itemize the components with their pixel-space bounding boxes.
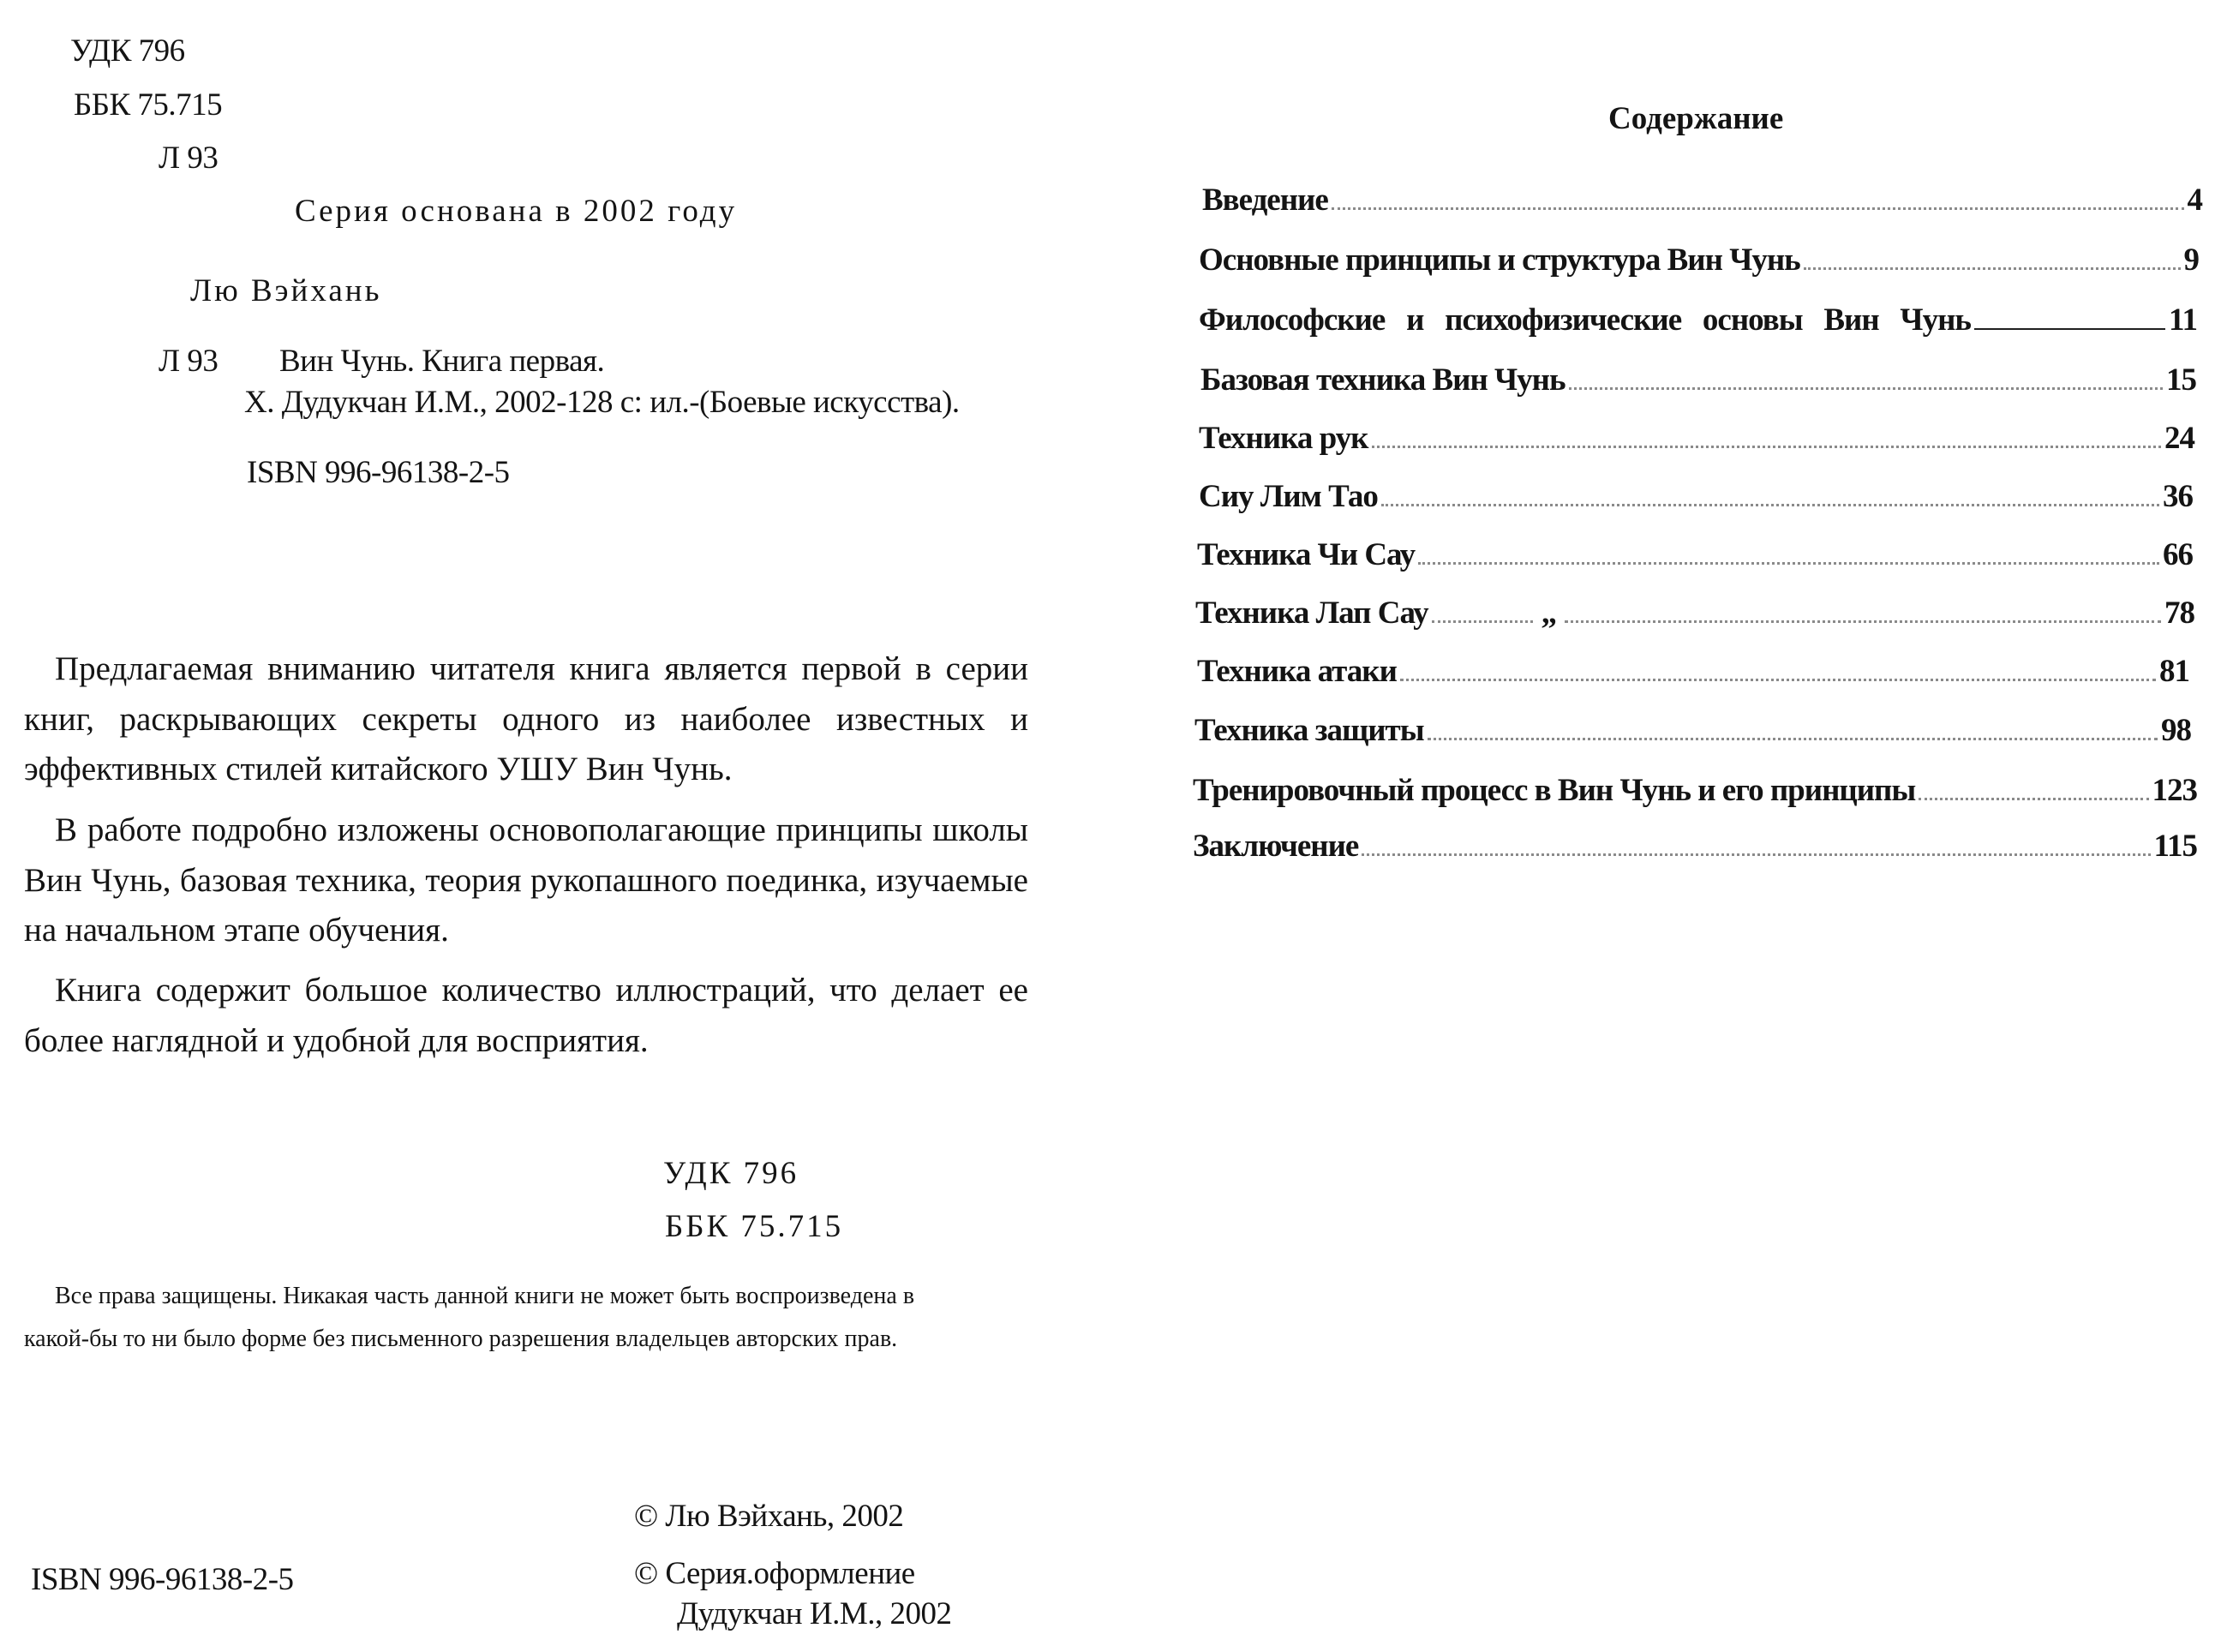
- toc-dot-leader: [1400, 679, 2156, 681]
- toc-entry-page: 98: [2161, 713, 2191, 748]
- toc-entry[interactable]: [1202, 182, 2202, 218]
- toc-entry-page: 15: [2166, 362, 2196, 398]
- toc-dot-leader: [1565, 620, 2161, 623]
- toc-entry-page: 81: [2159, 654, 2189, 689]
- toc-entry-title: Техника Чи Сау: [1197, 537, 1416, 572]
- toc-dot-leader: [1418, 562, 2159, 565]
- toc-entry[interactable]: [1199, 478, 2193, 515]
- toc-entry-title: Основные принципы и структура Вин Чунь: [1199, 242, 1800, 278]
- annotation-paragraph-3: Книга содержит большое количество иллюстраций, что делает ее более наглядной и удобной для восприятия.: [24, 972, 1028, 1059]
- toc-entry-page: 24: [2164, 421, 2194, 456]
- biblio-title: Вин Чунь. Книга первая.: [279, 344, 605, 379]
- biblio-imprint: Х. Дудукчан И.М., 2002-128 с: ил.-(Боевые искусства).: [244, 385, 960, 420]
- biblio-mark: Л 93: [159, 344, 219, 379]
- udk-code: УДК 796: [70, 33, 185, 69]
- annotation-paragraph-1: Предлагаемая вниманию читателя книга является первой в серии книг, раскрывающих секреты одного из наиболее известных и эффективных стилей китайского УШУ Вин Чунь.: [24, 650, 1028, 787]
- annotation-paragraph-2: В работе подробно изложены основополагающие принципы школы Вин Чунь, базовая техника, теория рукопашного поединка, изучаемые на начальном этапе обучения.: [24, 811, 1028, 949]
- toc-line-leader: [1974, 328, 2165, 330]
- toc-entry-page: 9: [2183, 242, 2199, 278]
- toc-entry-title: Техника рук: [1199, 421, 1368, 456]
- toc-dot-leader: [1432, 620, 1533, 623]
- toc-dot-leader: [1372, 446, 2161, 448]
- toc-entry-title: Введение: [1202, 183, 1328, 218]
- toc-entry-page: 11: [2169, 302, 2197, 338]
- toc-entry[interactable]: [1197, 653, 2189, 690]
- biblio-isbn: ISBN 996-96138-2-5: [247, 455, 510, 490]
- toc-dot-leader: [1804, 267, 2181, 270]
- toc-dot-leader: [1381, 504, 2159, 506]
- rights-line-2: какой-бы то ни было форме без письменного разрешения владельцев авторских прав.: [24, 1326, 898, 1352]
- toc-entry-title: Техника защиты: [1194, 713, 1424, 748]
- copyright-series-line-1: © Серия.оформление: [634, 1556, 915, 1591]
- toc-stray-mark: „: [1541, 596, 1557, 631]
- toc-entry-title: Тренировочный процесс в Вин Чунь и его принципы: [1193, 773, 1916, 808]
- toc-entry[interactable]: [1194, 712, 2191, 749]
- toc-dot-leader: [1569, 387, 2163, 390]
- toc-dot-leader: [1362, 853, 2150, 856]
- toc-entry[interactable]: [1193, 772, 2197, 809]
- author-mark: Л 93: [159, 141, 219, 176]
- toc-entry-page: 115: [2153, 829, 2197, 864]
- toc-entry[interactable]: [1199, 242, 2199, 278]
- toc-entry-title: Техника атаки: [1197, 654, 1397, 689]
- toc-entry[interactable]: [1197, 536, 2193, 573]
- toc-entry-page: 4: [2187, 183, 2202, 218]
- toc-entry-page: 78: [2164, 596, 2194, 631]
- toc-title: Содержание: [1608, 101, 1784, 136]
- copyright-series-line-2: Дудукчан И.М., 2002: [677, 1596, 952, 1631]
- isbn-bottom: ISBN 996-96138-2-5: [31, 1562, 294, 1597]
- series-line: Серия основана в 2002 году: [295, 194, 738, 229]
- bbk-code: ББК 75.715: [74, 87, 223, 123]
- toc-entry-title: Техника Лап Сау: [1195, 596, 1428, 631]
- author-name: Лю Вэйхань: [190, 273, 382, 308]
- copyright-author: © Лю Вэйхань, 2002: [634, 1499, 904, 1534]
- toc-entry[interactable]: [1195, 595, 2194, 631]
- toc-entry-page: 36: [2163, 479, 2193, 514]
- toc-entry-page: 66: [2163, 537, 2193, 572]
- toc-entry[interactable]: [1193, 828, 2197, 865]
- toc-entry-title: Сиу Лим Тао: [1199, 479, 1378, 514]
- bbk-code-bottom: ББК 75.715: [665, 1209, 844, 1244]
- toc-entry-page: 123: [2152, 773, 2197, 808]
- toc-entry[interactable]: [1199, 302, 2197, 338]
- udk-code-bottom: УДК 796: [663, 1156, 799, 1191]
- toc-entry-title: Философские и психофизические основы Вин Чунь: [1199, 302, 1971, 338]
- toc-entry-title: Заключение: [1193, 829, 1359, 864]
- rights-line-1: Все права защищены. Никакая часть данной книги не может быть воспроизведена в: [55, 1283, 915, 1309]
- toc-entry-title: Базовая техника Вин Чунь: [1200, 362, 1566, 398]
- toc-dot-leader: [1919, 798, 2148, 800]
- toc-dot-leader: [1428, 738, 2158, 740]
- toc-dot-leader: [1332, 207, 2184, 210]
- toc-entry[interactable]: [1199, 420, 2194, 457]
- toc-entry[interactable]: [1200, 362, 2196, 398]
